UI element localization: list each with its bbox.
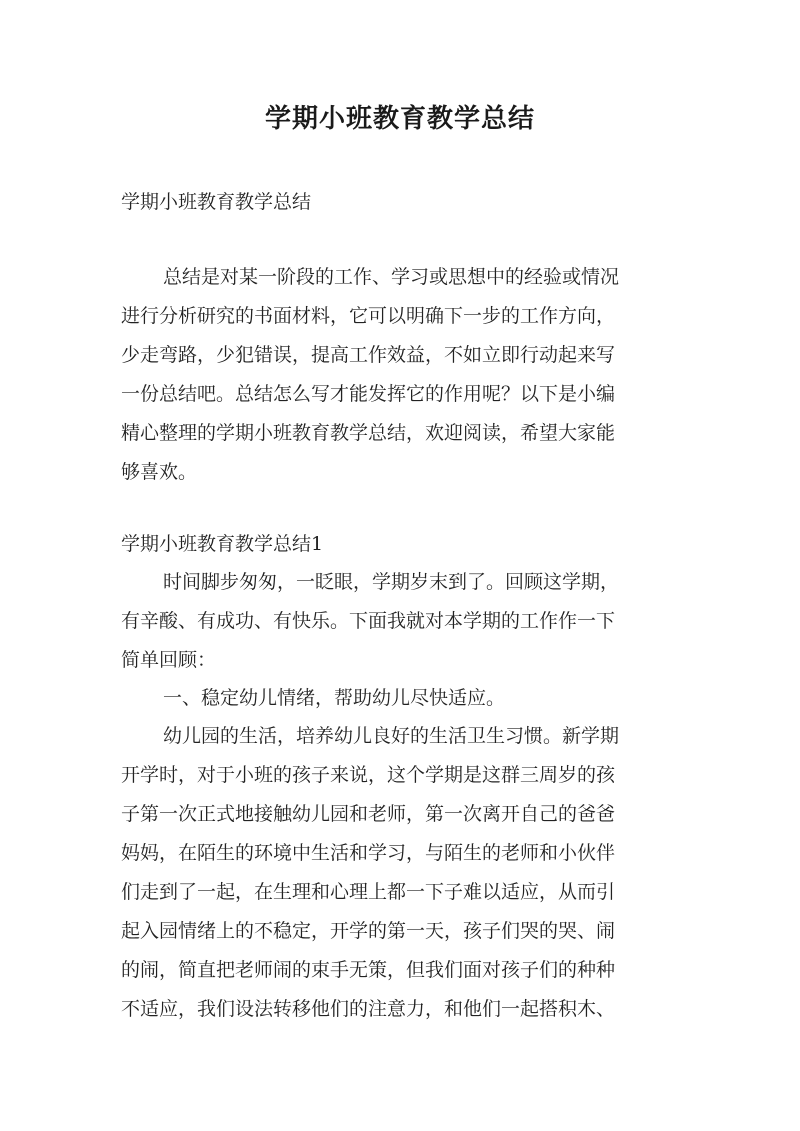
intro-line: 少走弯路，少犯错误，提高工作效益，不如立即行动起来写 <box>121 344 616 366</box>
intro-line: 一份总结吧。总结怎么写才能发挥它的作用呢？以下是小编 <box>121 383 616 405</box>
paragraph-line: 有辛酸、有成功、有快乐。下面我就对本学期的工作作一下 <box>121 610 616 632</box>
paragraph-line: 简单回顾： <box>121 649 217 671</box>
paragraph-line: 妈妈，在陌生的环境中生活和学习，与陌生的老师和小伙伴 <box>121 842 616 864</box>
paragraph-line: 的闹，简直把老师闹的束手无策，但我们面对孩子们的种种 <box>121 959 616 981</box>
intro-line: 进行分析研究的书面材料，它可以明确下一步的工作方向， <box>121 305 616 327</box>
document-subtitle: 学期小班教育教学总结 <box>121 191 312 213</box>
intro-line: 够喜欢。 <box>121 461 198 483</box>
document-title: 学期小班教育教学总结 <box>264 104 535 134</box>
point-heading: 一、稳定幼儿情绪，帮助幼儿尽快适应。 <box>163 687 506 709</box>
section-heading: 学期小班教育教学总结1 <box>121 533 324 555</box>
paragraph-line: 幼儿园的生活，培养幼儿良好的生活卫生习惯。新学期 <box>163 725 620 747</box>
intro-line: 总结是对某一阶段的工作、学习或思想中的经验或情况 <box>163 266 620 288</box>
paragraph-line: 起入园情绪上的不稳定，开学的第一天，孩子们哭的哭、闹 <box>121 920 616 942</box>
paragraph-line: 不适应，我们设法转移他们的注意力，和他们一起搭积木、 <box>121 998 616 1020</box>
paragraph-line: 们走到了一起，在生理和心理上都一下子难以适应，从而引 <box>121 881 616 903</box>
intro-line: 精心整理的学期小班教育教学总结，欢迎阅读，希望大家能 <box>121 422 616 444</box>
paragraph-line: 开学时，对于小班的孩子来说，这个学期是这群三周岁的孩 <box>121 764 616 786</box>
paragraph-line: 子第一次正式地接触幼儿园和老师，第一次离开自己的爸爸 <box>121 803 616 825</box>
paragraph-line: 时间脚步匆匆，一眨眼，学期岁末到了。回顾这学期， <box>163 571 620 593</box>
